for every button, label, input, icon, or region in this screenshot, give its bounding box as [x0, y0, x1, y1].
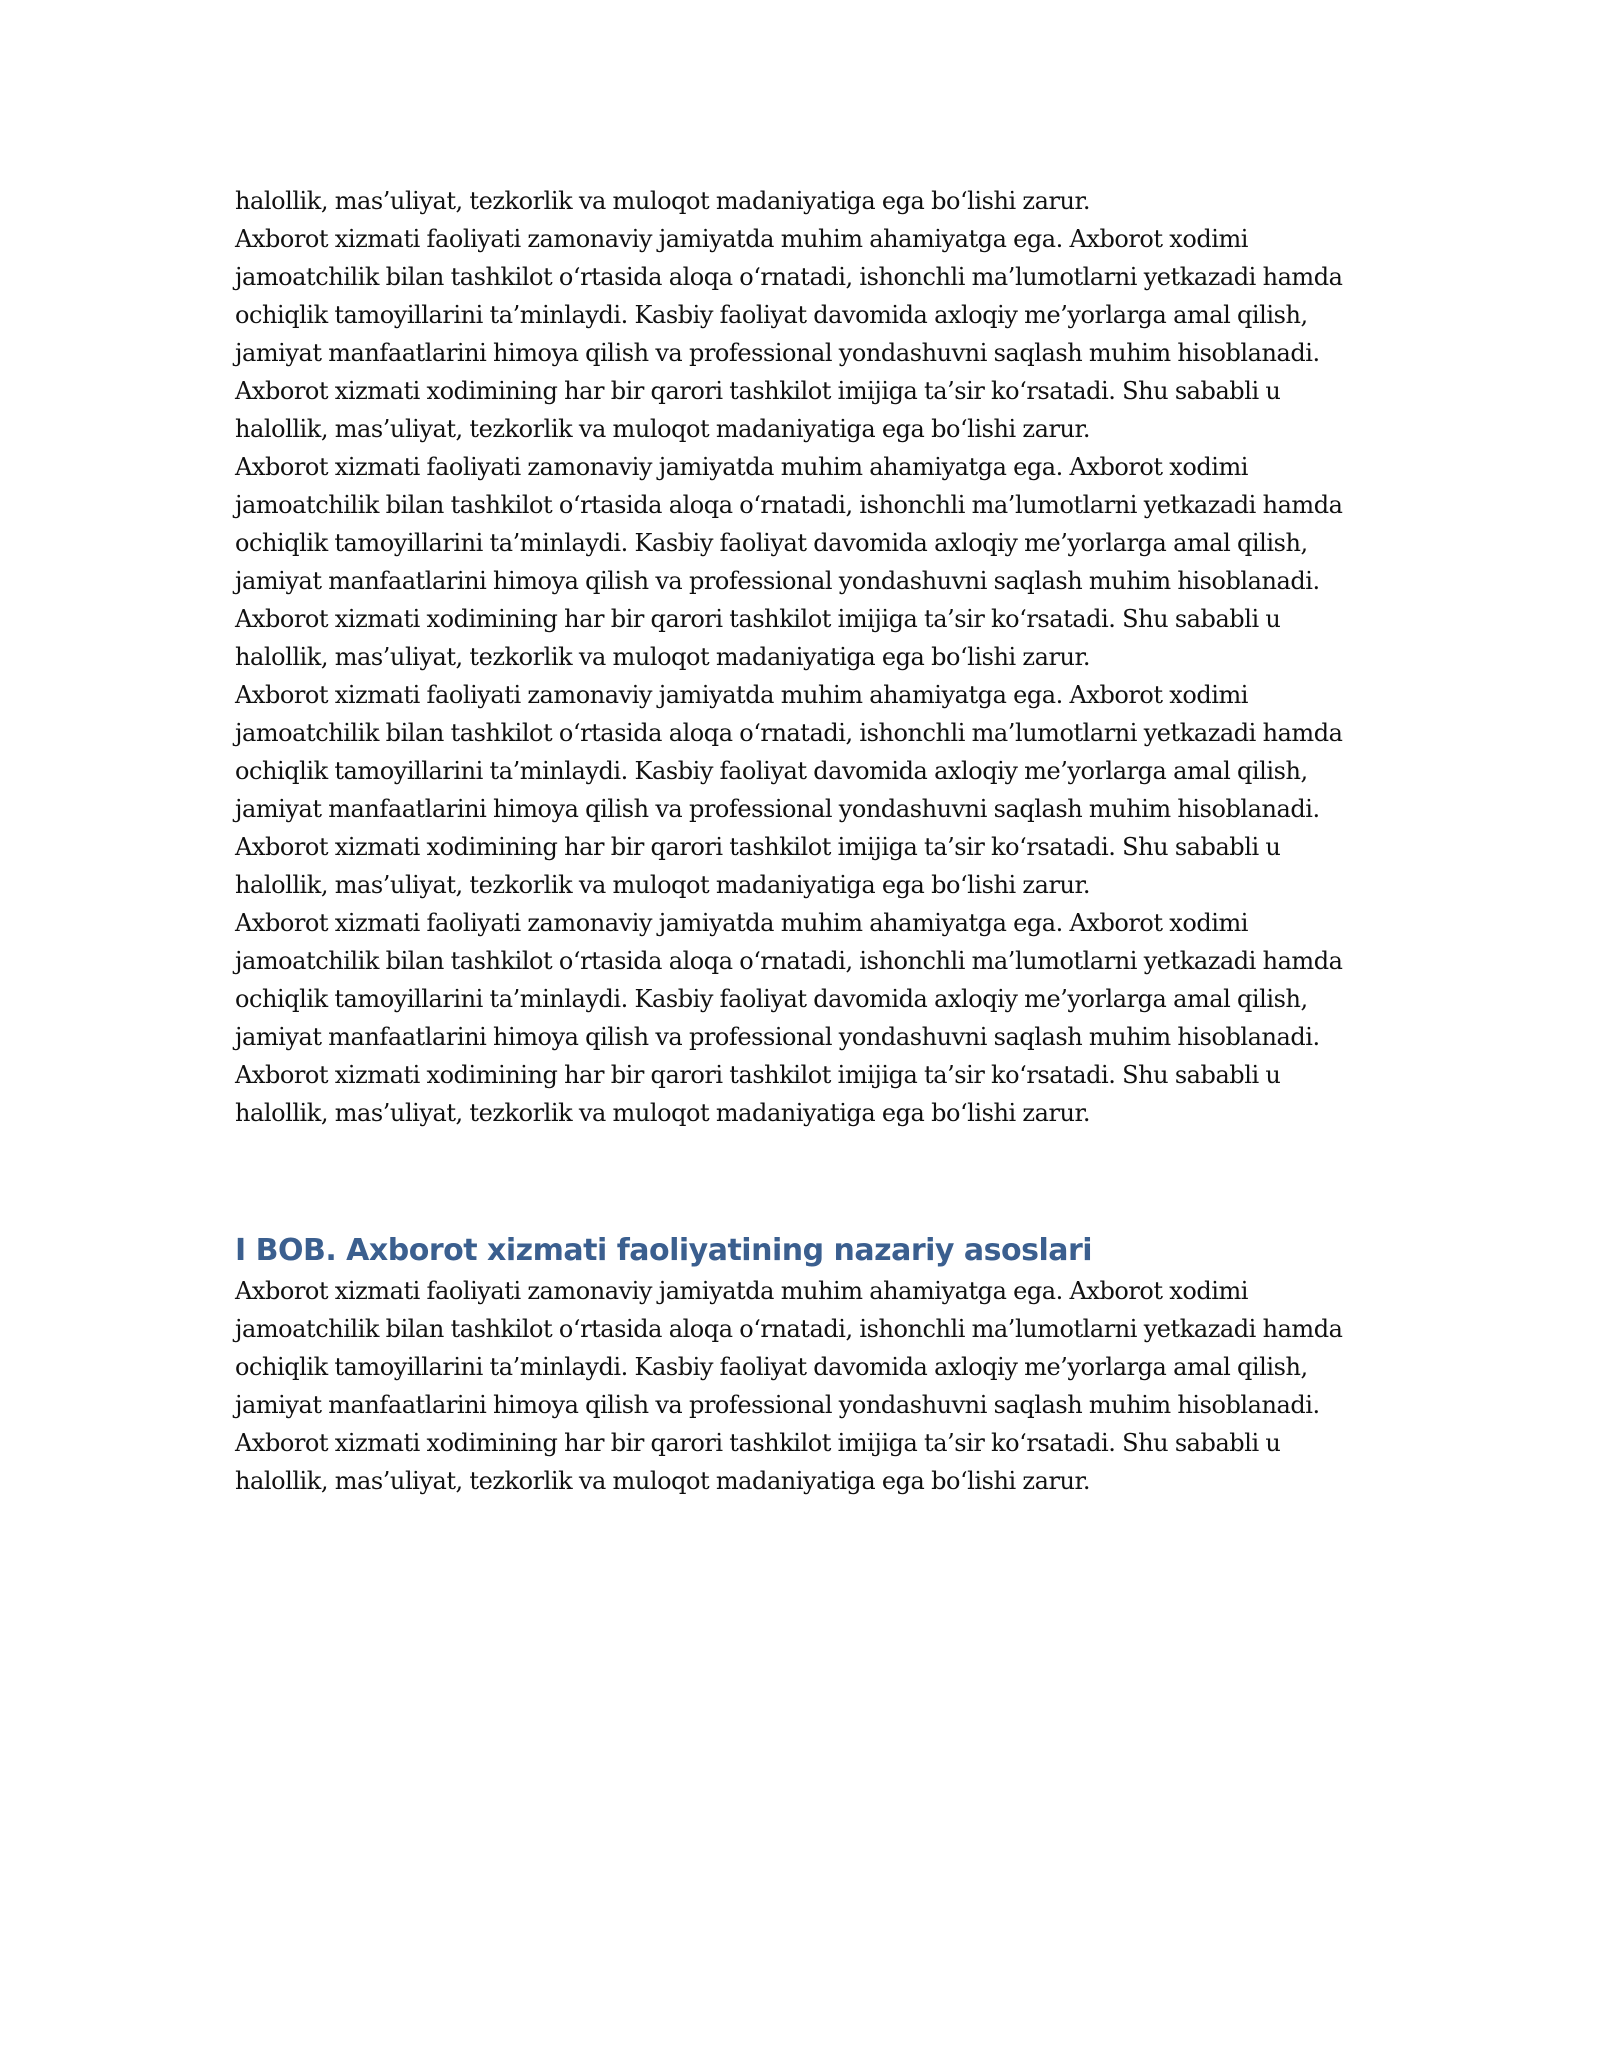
- chapter-heading: I BOB. Axborot xizmati faoliyatining nazariy asoslari: [235, 1233, 1093, 1268]
- paragraph-1: Axborot xizmati faoliyati zamonaviy jamiyatda muhim ahamiyatga ega. Axborot xodimi jamoatchilik bilan tashkilot o‘rtasida aloqa o‘rnatadi, ishonchli ma’lumotlarni yetkazadi hamda ochiqlik tamoyillarini ta’minlaydi. Kasbiy faoliyat davomida axloqiy me’yorlarga amal qilish, jamiyat manfaatlarini himoya qilish va professional yondashuvni saqlash muhim hisoblanadi. Axborot xizmati xodimining har bir qarori tashkilot imijiga ta’sir ko‘rsatadi. Shu sababli u halollik, mas’uliyat, tezkorlik va muloqot madaniyatiga ega bo‘lishi zarur.: [235, 225, 1343, 443]
- paragraph-2: Axborot xizmati faoliyati zamonaviy jamiyatda muhim ahamiyatga ega. Axborot xodimi jamoatchilik bilan tashkilot o‘rtasida aloqa o‘rnatadi, ishonchli ma’lumotlarni yetkazadi hamda ochiqlik tamoyillarini ta’minlaydi. Kasbiy faoliyat davomida axloqiy me’yorlarga amal qilish, jamiyat manfaatlarini himoya qilish va professional yondashuvni saqlash muhim hisoblanadi. Axborot xizmati xodimining har bir qarori tashkilot imijiga ta’sir ko‘rsatadi. Shu sababli u halollik, mas’uliyat, tezkorlik va muloqot madaniyatiga ega bo‘lishi zarur.: [235, 453, 1343, 671]
- page-content: [235, 182, 1375, 1500]
- paragraph-3: Axborot xizmati faoliyati zamonaviy jamiyatda muhim ahamiyatga ega. Axborot xodimi jamoatchilik bilan tashkilot o‘rtasida aloqa o‘rnatadi, ishonchli ma’lumotlarni yetkazadi hamda ochiqlik tamoyillarini ta’minlaydi. Kasbiy faoliyat davomida axloqiy me’yorlarga amal qilish, jamiyat manfaatlarini himoya qilish va professional yondashuvni saqlash muhim hisoblanadi. Axborot xizmati xodimining har bir qarori tashkilot imijiga ta’sir ko‘rsatadi. Shu sababli u halollik, mas’uliyat, tezkorlik va muloqot madaniyatiga ega bo‘lishi zarur.: [235, 681, 1343, 899]
- paragraph-4: Axborot xizmati faoliyati zamonaviy jamiyatda muhim ahamiyatga ega. Axborot xodimi jamoatchilik bilan tashkilot o‘rtasida aloqa o‘rnatadi, ishonchli ma’lumotlarni yetkazadi hamda ochiqlik tamoyillarini ta’minlaydi. Kasbiy faoliyat davomida axloqiy me’yorlarga amal qilish, jamiyat manfaatlarini himoya qilish va professional yondashuvni saqlash muhim hisoblanadi. Axborot xizmati xodimining har bir qarori tashkilot imijiga ta’sir ko‘rsatadi. Shu sababli u halollik, mas’uliyat, tezkorlik va muloqot madaniyatiga ega bo‘lishi zarur.: [235, 909, 1343, 1127]
- paragraph-continuation: halollik, mas’uliyat, tezkorlik va muloqot madaniyatiga ega bo‘lishi zarur.: [235, 187, 1091, 215]
- chapter-paragraph: Axborot xizmati faoliyati zamonaviy jamiyatda muhim ahamiyatga ega. Axborot xodimi jamoatchilik bilan tashkilot o‘rtasida aloqa o‘rnatadi, ishonchli ma’lumotlarni yetkazadi hamda ochiqlik tamoyillarini ta’minlaydi. Kasbiy faoliyat davomida axloqiy me’yorlarga amal qilish, jamiyat manfaatlarini himoya qilish va professional yondashuvni saqlash muhim hisoblanadi. Axborot xizmati xodimining har bir qarori tashkilot imijiga ta’sir ko‘rsatadi. Shu sababli u halollik, mas’uliyat, tezkorlik va muloqot madaniyatiga ega bo‘lishi zarur.: [235, 1277, 1343, 1495]
